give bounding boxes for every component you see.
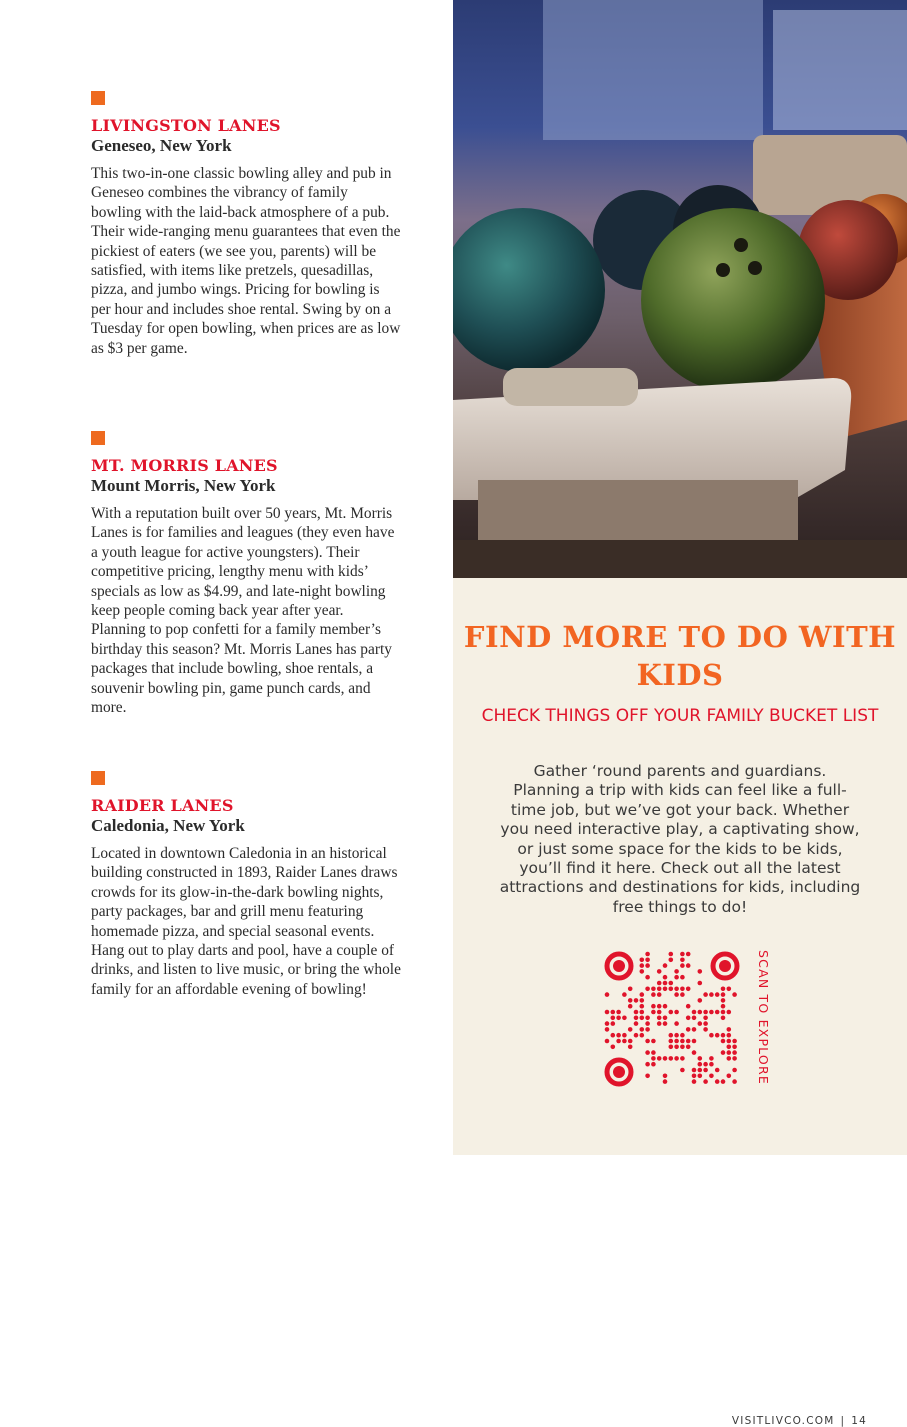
venue-name: LIVINGSTON LANES [91, 116, 281, 135]
page-number: 14 [851, 1415, 867, 1427]
venue-mt-morris [91, 431, 401, 717]
venue-name: RAIDER LANES [91, 796, 234, 815]
venue-raider [91, 771, 401, 999]
venue-description: This two-in-one classic bowling alley and pub in Geneseo combines the vibrancy of family bowling with the laid-back atmosphere of a pub. Their wide-ranging menu guarantees that even the pickiest of eaters (we see you, parents) will be satisfied, with items like pretzels, quesadillas, pizza, and jumbo wings. Pricing for bowling is per hour and includes shoe rental. Swing by on a Tuesday for open bowling, when prices are as low as $3 per game. [91, 165, 401, 357]
section-marker [91, 431, 105, 445]
kids-promo-panel [453, 578, 907, 1427]
venue-location: Mount Morris, New York [91, 476, 276, 495]
section-marker [91, 91, 105, 105]
venue-location: Caledonia, New York [91, 816, 245, 835]
bowling-balls-photo [453, 0, 907, 578]
footer-separator: | [840, 1415, 846, 1427]
page-footer [732, 1415, 867, 1427]
venue-location: Geneseo, New York [91, 136, 232, 155]
site-url[interactable]: VISITLIVCO.COM [731, 1415, 835, 1427]
promo-body: Gather ‘round parents and guardians. Planning a trip with kids can feel like a full-time job, but we’ve got your back. Whether you need interactive play, a captivating show, or just some space for the kids to be kids, you’ll find it here. Check out all the latest attractions and destinations for kids, including free things to do! [499, 762, 861, 916]
section-marker [91, 771, 105, 785]
venue-description: With a reputation built over 50 years, Mt. Morris Lanes is for families and leagues (they even have a youth league for active youngsters). Their competitive pricing, lengthy menu with kids’ specials as low as $4.99, and late-night bowling keep people coming back year after year. Planning to pop confetti for a family member’s birthday this season? Mt. Morris Lanes has party packages that include bowling, shoe rentals, a souvenir bowling pin, game punch cards, and more. [91, 505, 395, 717]
venue-description: Located in downtown Caledonia in an historical building constructed in 1893, Raider Lanes draws crowds for its glow-in-the-dark bowling nights, party packages, bar and grill menu featuring homemade pizza, and special seasonal events. Hang out to play darts and pool, have a couple of drinks, and listen to live music, or bring the whole family for an affordable evening of bowling! [91, 845, 401, 998]
qr-code-icon[interactable] [603, 950, 741, 1088]
left-column [0, 0, 453, 1155]
venue-livingston [91, 91, 401, 358]
venue-name: MT. MORRIS LANES [91, 456, 278, 475]
promo-subtitle: CHECK THINGS OFF YOUR FAMILY BUCKET LIST [481, 706, 879, 726]
promo-title: FIND MORE TO DO WITH KIDS [463, 620, 897, 692]
scan-label: SCAN TO EXPLORE [756, 950, 771, 1085]
